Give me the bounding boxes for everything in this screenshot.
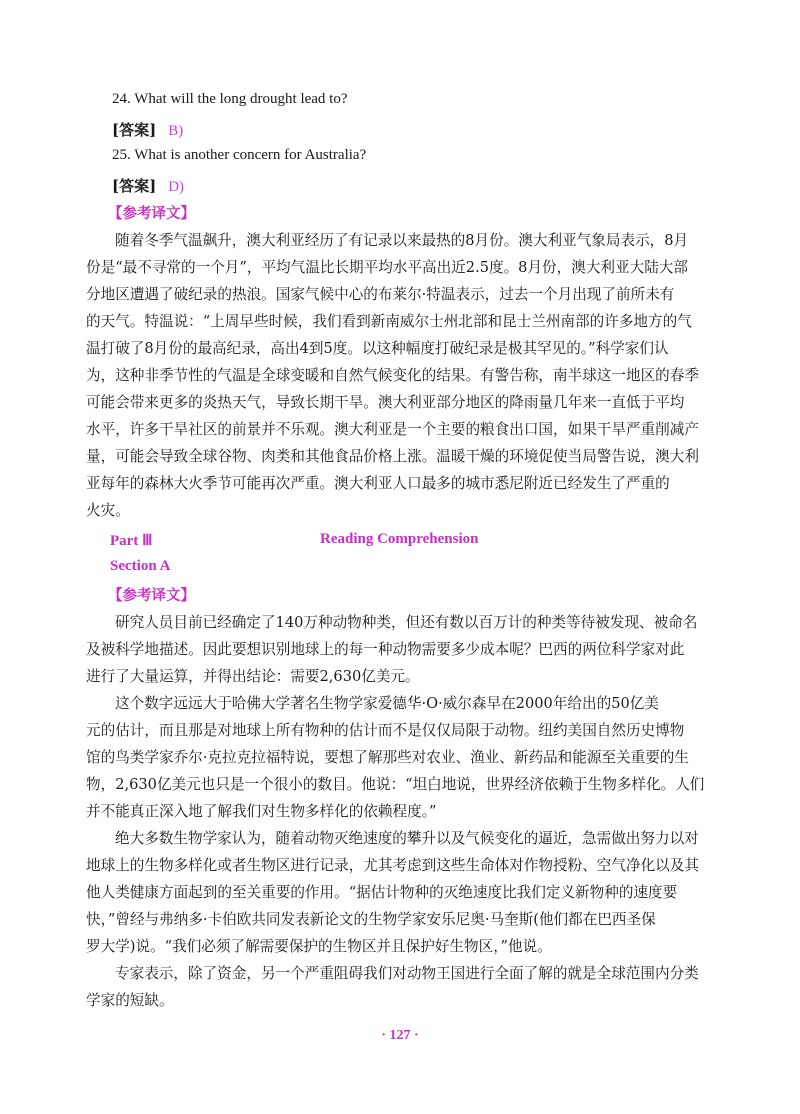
translation-heading: 【参考译文】 [108,587,195,604]
answer-label: [答案] [112,177,157,195]
answer-24 [112,119,183,140]
answer-25 [112,175,184,196]
section-label: Section A [110,558,171,574]
text-line: 地球上的生物多样化或者生物区进行记录，尤其考虑到这些生命体对作物授粉、空气净化以及其 [86,857,699,874]
passage-3 [86,690,718,825]
text-line: 快，”曾经与弗纳多·卡伯欧共同发表新论文的生物学家安乐尼奥·马奎斯(他们都在巴西圣保 [86,911,656,928]
text-line: 馆的鸟类学家乔尔·克拉克拉福特说，要想了解那些对农业、渔业、新药品和能源至关重要的生 [86,749,689,766]
translation-heading: 【参考译文】 [108,205,195,222]
text-line: 他人类健康方面起到的至关重要的作用。“据估计物种的灭绝速度比我们定义新物种的速度要 [86,884,678,901]
question-25: 25. What is another concern for Australia? [112,147,367,163]
text-line: 及被科学地描述。因此要想识别地球上的每一种动物需要多少成本呢？巴西的两位科学家对此 [86,641,685,658]
passage-4 [86,825,718,960]
answer-value: D) [168,179,185,195]
text-line: 火灾。 [86,502,130,519]
passage-5 [86,960,718,1014]
text-line: 绝大多数生物学家认为，随着动物灭绝速度的攀升以及气候变化的逼近，急需做出努力以对 [115,830,699,847]
text-line: 随着冬季气温飙升，澳大利亚经历了有记录以来最热的8月份。澳大利亚气象局表示，8月 [115,232,689,249]
text-line: 进行了大量运算，并得出结论：需要2,630亿美元。 [86,668,420,685]
text-line: 专家表示，除了资金，另一个严重阻碍我们对动物王国进行全面了解的就是全球范围内分类 [115,965,699,982]
text-line: 温打破了8月份的最高纪录，高出4到5度。以这种幅度打破纪录是极其罕见的。”科学家们认 [86,340,669,357]
question-24: 24. What will the long drought lead to? [112,91,348,107]
text-line: 并不能真正深入地了解我们对生物多样化的依赖程度。” [86,803,437,820]
text-line: 元的估计，而且那是对地球上所有物种的估计而不是仅仅局限于动物。纽约美国自然历史博物 [86,722,685,739]
part-title: Reading Comprehension [320,531,479,547]
text-line: 亚每年的森林大火季节可能再次严重。澳大利亚人口最多的城市悉尼附近已经发生了严重的 [86,475,670,492]
text-line: 学家的短缺。 [86,992,174,1009]
answer-value: B) [168,123,184,139]
passage-1 [86,227,718,524]
text-line: 的天气。特温说：“上周早些时候，我们看到新南威尔士州北部和昆士兰州南部的许多地方的气 [86,313,692,330]
text-line: 为，这种非季节性的气温是全球变暖和自然气候变化的结果。有警告称，南半球这一地区的春季 [86,367,699,384]
text-line: 水平，许多干旱社区的前景并不乐观。澳大利亚是一个主要的粮食出口国，如果干旱严重削减产 [86,421,699,438]
text-line: 可能会带来更多的炎热天气，导致长期干旱。澳大利亚部分地区的降雨量几年来一直低于平均 [86,394,685,411]
text-line: 罗大学)说。“我们必须了解需要保护的生物区并且保护好生物区，”他说。 [86,938,552,955]
answer-label: [答案] [112,121,157,139]
text-line: 份是“最不寻常的一个月”，平均气温比长期平均水平高出近2.5度。8月份，澳大利亚大陆大部 [86,259,688,276]
part-label: Part Ⅲ [110,533,153,549]
text-line: 这个数字远远大于哈佛大学著名生物学家爱德华·O·威尔森早在2000年给出的50亿美 [115,695,659,712]
text-line: 量，可能会导致全球谷物、肉类和其他食品价格上涨。温暖干燥的环境促使当局警告说，澳大利 [86,448,699,465]
text-line: 研究人员目前已经确定了140万种动物种类，但还有数以百万计的种类等待被发现、被命名 [115,614,698,631]
text-line: 物，2,630亿美元也只是一个很小的数目。他说：“坦白地说，世界经济依赖于生物多样化。人们 [86,776,705,793]
passage-2 [86,609,718,690]
text-line: 分地区遭遇了破纪录的热浪。国家气候中心的布莱尔·特温表示，过去一个月出现了前所未有 [86,286,675,303]
page-number: · 127 · [381,1028,419,1043]
